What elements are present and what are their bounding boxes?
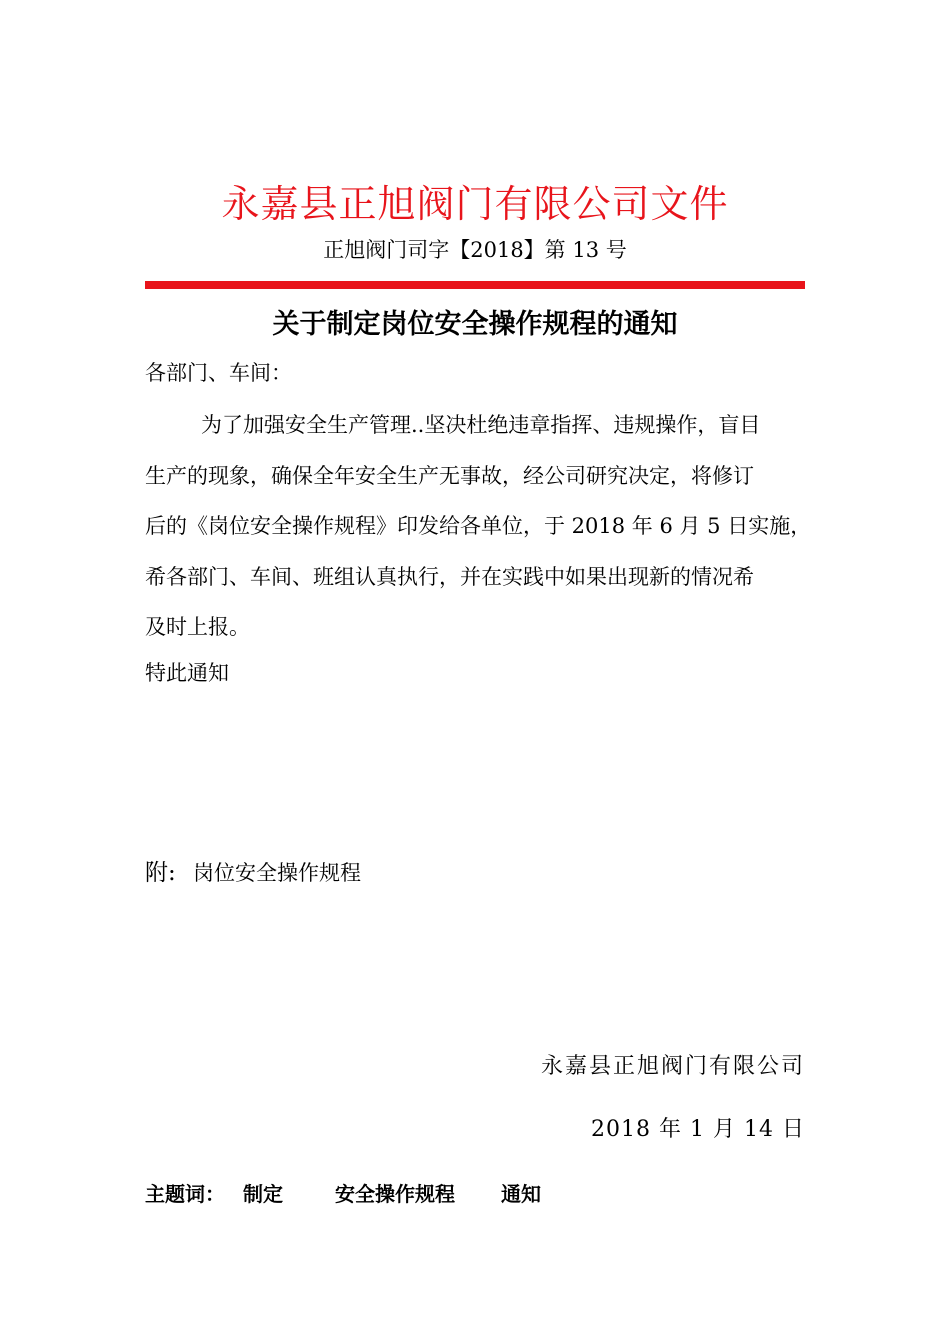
- body-line: 及时上报。: [145, 615, 250, 639]
- body-line: 生产的现象，确保全年安全生产无事故，经公司研究决定，将修订: [145, 463, 754, 488]
- keyword-item: 通知: [501, 1182, 541, 1206]
- body-line: 希各部门、车间、班组认真执行，并在实践中如果出现新的情况希: [145, 564, 754, 589]
- attachment-prefix: 附:: [145, 860, 176, 886]
- keyword-item: 制定: [243, 1182, 283, 1206]
- body-line: 为了加强安全生产管理..坚决杜绝违章指挥、违规操作，盲目: [201, 413, 761, 437]
- subject-keywords: [145, 1178, 541, 1210]
- keyword-item: 安全操作规程: [335, 1182, 455, 1206]
- signature-date: 2018 年 1 月 14 日: [591, 1117, 805, 1142]
- red-header-divider: [145, 281, 805, 289]
- attachment-name: 岗位安全操作规程: [193, 861, 361, 885]
- document-number: 正旭阀门司字【2018】第 13 号: [323, 238, 627, 262]
- attachment-line: [145, 857, 361, 889]
- notice-body: [145, 400, 812, 653]
- body-line: 后的《岗位安全操作规程》印发给各单位，于 2018 年 6 月 5 日实施，: [145, 514, 812, 538]
- salutation: 各部门、车间：: [145, 361, 292, 385]
- notice-title: 关于制定岗位安全操作规程的通知: [272, 309, 678, 340]
- signature-organization: 永嘉县正旭阀门有限公司: [540, 1054, 805, 1079]
- keywords-label: 主题词：: [145, 1182, 225, 1206]
- closing-text: 特此通知: [145, 661, 229, 685]
- org-document-title: 永嘉县正旭阀门有限公司文件: [221, 182, 729, 226]
